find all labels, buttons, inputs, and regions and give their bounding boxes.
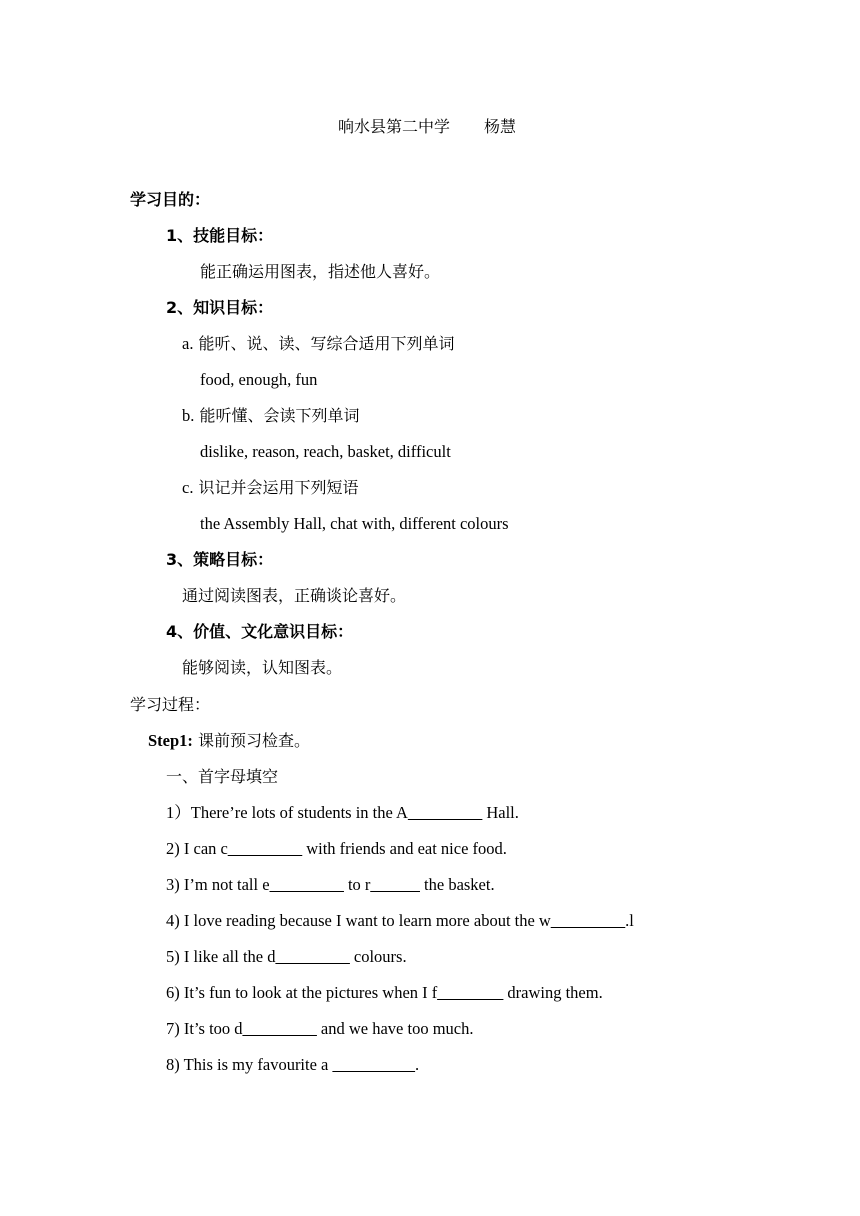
skill-objective-text: 能正确运用图表，指述他人喜好。 <box>200 262 441 281</box>
step1 <box>148 730 310 752</box>
knowledge-item-b: b. 能听懂、会读下列单词 <box>182 406 360 425</box>
strategy-objective-text: 通过阅读图表，正确谈论喜好。 <box>182 586 407 605</box>
answer-blank: _________ <box>275 947 350 966</box>
step1-text: 课前预习检查。 <box>198 731 311 750</box>
answer-blank: ________ <box>437 983 504 1002</box>
exercise-item-2: 2) I can c_________ with friends and eat nice food. <box>166 839 507 858</box>
exercise-item-3: 3) I’m not tall e_________ to r______ the basket. <box>166 875 495 894</box>
exercise-item-7: 7) It’s too d_________ and we have too much. <box>166 1019 474 1038</box>
skill-objective-label: 1、技能目标： <box>166 226 274 245</box>
strategy-objective-label: 3、策略目标： <box>166 550 274 569</box>
teacher-name: 杨慧 <box>484 117 517 136</box>
step1-label: Step1: <box>148 731 193 750</box>
section-fill-initials: 一、首字母填空 <box>166 767 279 786</box>
document-header <box>338 116 516 138</box>
knowledge-c-words: the Assembly Hall, chat with, different colours <box>200 514 509 533</box>
exercise-item-4: 4) I love reading because I want to learn more about the w_________.l <box>166 911 634 930</box>
process-title: 学习过程： <box>130 695 211 714</box>
exercise-item-8: 8) This is my favourite a __________. <box>166 1055 420 1074</box>
answer-blank: __________ <box>332 1055 415 1074</box>
values-objective-label: 4、价值、文化意识目标： <box>166 622 354 641</box>
exercise-item-6: 6) It’s fun to look at the pictures when I f________ drawing them. <box>166 983 603 1002</box>
knowledge-a-words: food, enough, fun <box>200 370 318 389</box>
knowledge-b-words: dislike, reason, reach, basket, difficult <box>200 442 451 461</box>
answer-blank: _________ <box>227 839 303 858</box>
objectives-title: 学习目的： <box>130 190 211 209</box>
answer-blank: _________ <box>269 875 344 894</box>
exercise-item-5: 5) I like all the d_________ colours. <box>166 947 407 966</box>
answer-blank: ______ <box>370 875 420 894</box>
knowledge-item-a: a. 能听、说、读、写综合适用下列单词 <box>182 334 455 353</box>
school-name: 响水县第二中学 <box>338 117 451 136</box>
values-objective-text: 能够阅读，认知图表。 <box>182 658 343 677</box>
answer-blank: _________ <box>550 911 626 930</box>
answer-blank: _________ <box>242 1019 317 1038</box>
answer-blank: _________ <box>407 803 483 822</box>
knowledge-item-c: c. 识记并会运用下列短语 <box>182 478 359 497</box>
exercise-item-1: 1）There’re lots of students in the A_________ Hall. <box>166 803 519 822</box>
knowledge-objective-label: 2、知识目标： <box>166 298 274 317</box>
